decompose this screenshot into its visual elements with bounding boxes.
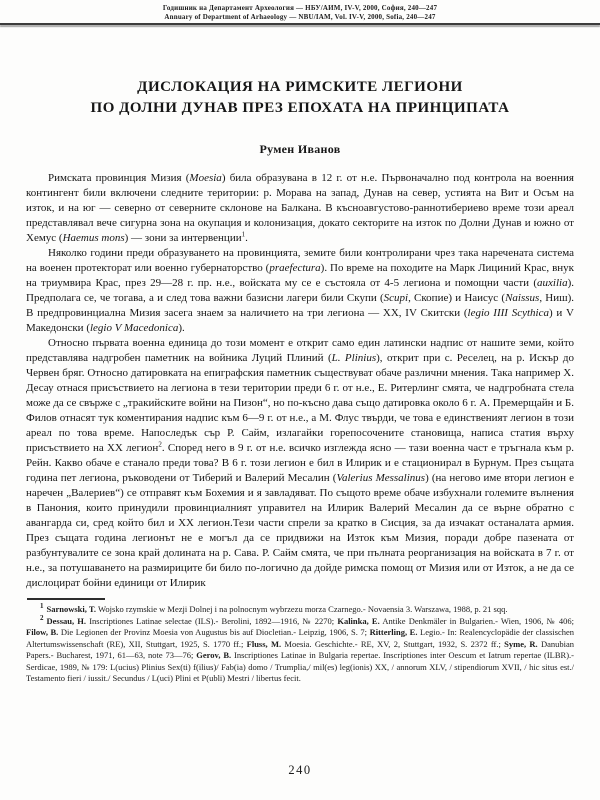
article-title-line2: ПО ДОЛНИ ДУНАВ ПРЕЗ ЕПОХАТА НА ПРИНЦИПАТА xyxy=(90,100,510,116)
footnote-1 xyxy=(26,604,574,616)
footnote-2 xyxy=(26,613,575,685)
footnotes-block xyxy=(0,604,600,685)
paragraph-2: Няколко години преди образуването на провинцията, земите били контролирани чрез така наречената система на военен протекторат или военно губернаторство (praefectura). По време на походите на Марк Лициний Крас, внук на триумвира Крас, през 29—28 г. пр. н.е., войската му се е състояла от 4-5 легиона и помощни части (auxilia). Предполага се, че тогава, а и след това важни базисни лагери били Скупи (Scupi, Скопие) и Наисус (Naissus, Ниш). В предпровинциална Мизия засега знаем за наличието на три легиона — XX, IV Скитски (legio IIII Scythica) и V Македонски (legio V Macedonica). xyxy=(26,247,575,334)
footnote-2-marker: 2 xyxy=(40,613,44,622)
article-body xyxy=(0,171,600,591)
running-head-english: Annuary of Department of Arhaeology — NBU/IAM, Vol. IV-V, 2000, Sofia, 240—247 xyxy=(164,12,436,21)
running-head xyxy=(0,0,600,21)
article-title xyxy=(20,77,580,119)
footnote-separator xyxy=(27,598,105,600)
article-title-line1: ДИСЛОКАЦИЯ НА РИМСКИТЕ ЛЕГИОНИ xyxy=(137,79,463,95)
paragraph-1: Римската провинция Мизия (Moesia) била образувана в 12 г. от н.е. Първоначално под контрола на военния контингент били включени следните територии: р. Морава на запад, Дунав на север, устията на Вит и Осъм на изток, и на юг — северно от северните склонове на Балкана. В късноавгустово-раннотибериево време този ареал представлявал вече сигурна зона на окупация и колонизация, докато секторите на изток по Долни Дунав и южно от Хемус (Haemus mons) — зони за интервенции$^1$. xyxy=(26,172,574,244)
footnote-2-text: Dessau, H. Inscriptiones Latinae selectae (ILS).- Berolini, 1892—1916, № 2270; Kalinka, E. Antike Denkmäler in Bulgarien.- Wien, 1906, № 406; Filow, B. Die Legionen der Provinz Moesia von Augustus bis auf Diocletian.- Leipzig, 1906, S. 7; Ritterling, E. Legio.- In: Realencyclopädie der classischen Altertumswissenschaft (RE), XII, Stuttgart, 1925, S. 1770 ff.; Fluss, M. Moesia. Geschichte.- RE, XV, 2, Stuttgart, 1932, S. 2372 ff.; Syme, R. Danubian Papers.- Bucharest, 1971, 61—63, note 73—76; Gerov, B. Inscriptiones Latinae in Bulgaria repertae. Inscriptiones inter Oescum et Iatrum repertae (ILBR).- Serdicae, 1989, № 179: L(ucius) Plinius Sex(ti) f(ilius)/ Fab(ia) domo / Trumplia,/ mil(es) leg(ionis) XX, / annorum XLV, / stipendiorum XVII, / hic situs est./ Testamento fieri / iussit./ Secundus / L(uci) Plini et P(ubli) Mestri / libertus fecit. xyxy=(26,615,575,683)
footnote-1-text: Sarnowski, T. Wojsko rzymskie w Mezji Dolnej i na polnocnym wybrzezu morza Czarnego.- Novaensia 3. Warszawa, 1988, p. 21 sqq. xyxy=(46,604,508,614)
header-rule xyxy=(0,23,600,25)
paragraph-3: Относно първата военна единица до този момент е открит само един латински надпис от нашите земи, който представлява надгробен паметник на войника Луций Плиний (L. Plinius), открит при с. Реселец, на р. Искър до Червен бряг. Относно датировката на епиграфския паметник съществуват обаче различни мнения. Така например Х. Десау отнася присъствието на легиона в тези територии преди 6 г. от н.е., Е. Ритерлинг смята, че надгробната стела може да се свърже с „тракийските войни на Пизон“, но по-късно дава също датировка около 6 г. А. Премерщайн и Б. Филов отнасят тук коментирания надпис към 6—9 г. от н.е., а М. Флус твърди, че това е единственият легион в този ареал по това време. Напоследък сър Р. Сайм, излагайки горепосочените становища, написа статия върху присъствието на XX легион$^2$. Според него в 9 г. от н.е. всичко изглежда ясно — тази военна част е тръгнала към р. Рейн. Какво обаче е станало преди това? В 6 г. този легион е бил в Илирик и е стационирал в Бурнум. През същата година пет легиона, ръководени от Тиберий и Валерий Месалин (Valerius Messalinus) (на негово име втори легион е наречен „Валериев“) се отправят към Бохемия и я завладяват. По същото време обаче избухнали големите вълнения в Панония, които принудили провинциалният управител на Илирик Валерий Месалин да се върне обратно с авангарда си, сред който бил и XX легион.Тези части спрели за кратко в Сисция, за да изчакат останалата армия. През същата година легионът не е могъл да се придвижи на Изток към Мизия, поради добре пазената от разбунтувалите се зона край долината на р. Сава. Р. Сайм смята, че при пълната реорганизация на войската в 7 г. от н.е., за потушаването на размириците би било по-логично да дойде римска помощ от Мизия или от Изток, а не да се дислоцират бойни единици от Илирик xyxy=(26,337,574,589)
author-name: Румен Иванов xyxy=(259,142,341,156)
footnote-1-marker: 1 xyxy=(40,602,44,611)
running-head-bulgarian: Годишник на Департамент Археология — НБУ/АИМ, IV-V, 2000, София, 240—247 xyxy=(162,4,438,12)
page-number: 240 xyxy=(288,763,312,777)
